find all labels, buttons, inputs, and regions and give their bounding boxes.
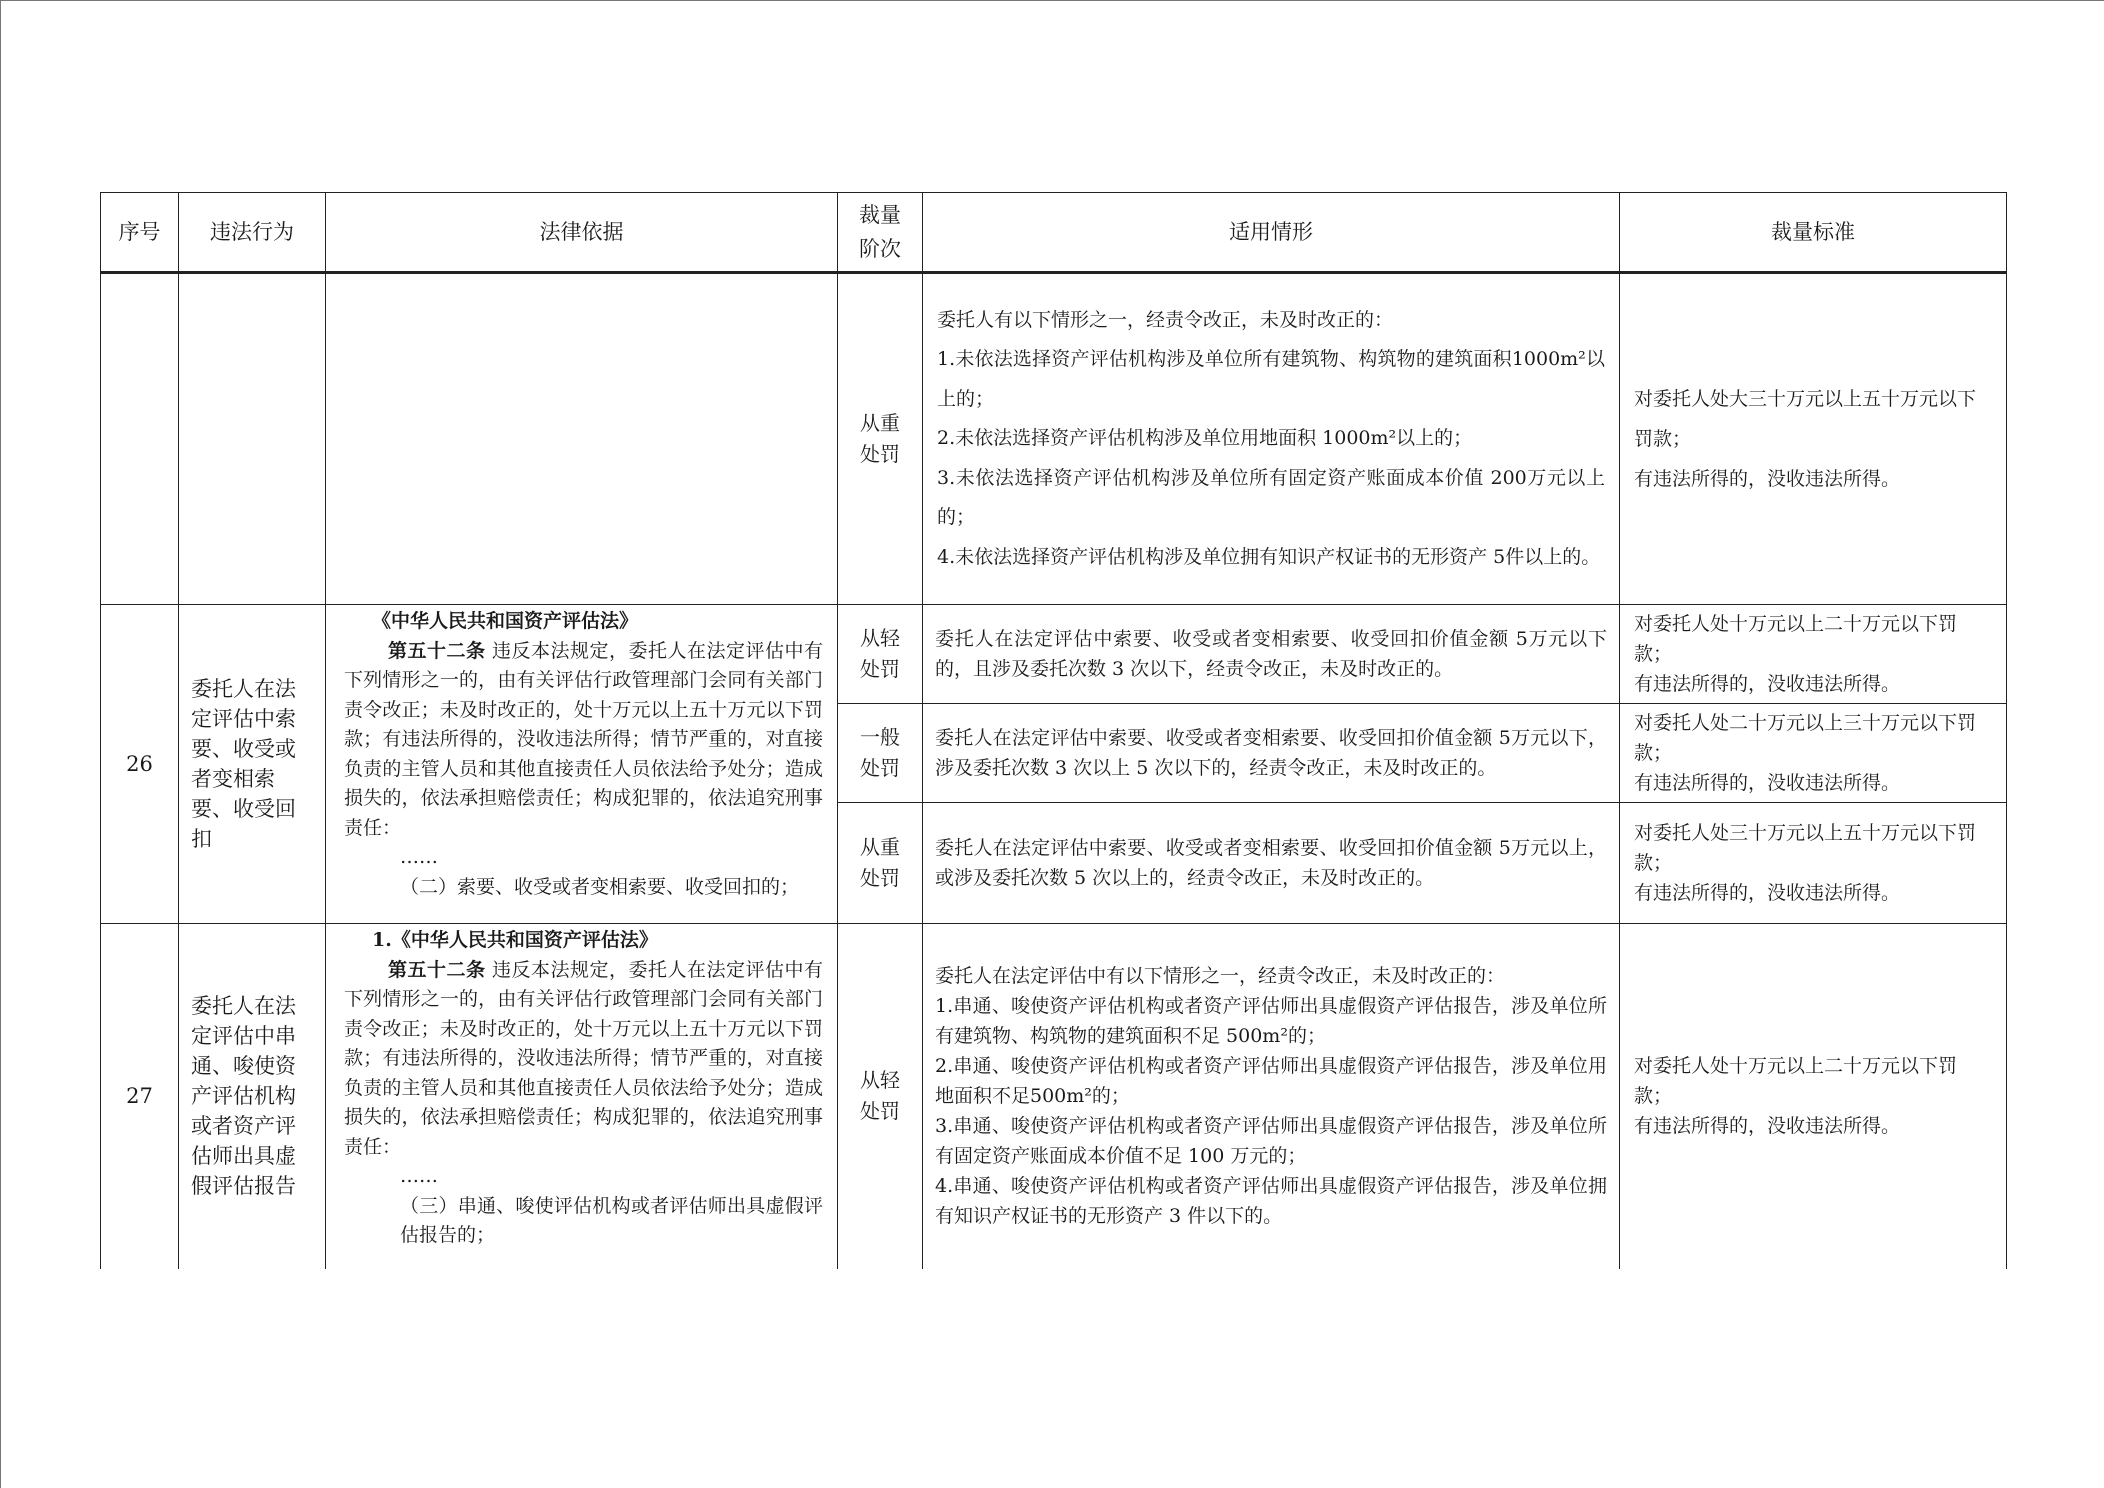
header-row [101,193,2007,273]
row26-ellipsis: …… [400,846,438,868]
table-header [101,193,2007,273]
row26-tier3-standard-line: 有违法所得的，没收违法所得。 [1634,882,1901,904]
cont-situation-line: 1.未依法选择资产评估机构涉及单位所有建筑物、构筑物的建筑面积1000m²以上的； [937,348,1605,410]
row26-tier3-standard [1620,803,2007,924]
row26-tier1-standard-line: 有违法所得的，没收违法所得。 [1634,673,1901,695]
page-edge-left [0,0,1,1488]
row26-tier2-level: 一般处罚 [860,725,900,780]
header-level-line2: 阶次 [859,237,901,261]
row27-situation-line: 2.串通、唆使资产评估机构或者资产评估师出具虚假资产评估报告，涉及单位用地面积不足500m²的； [935,1055,1607,1108]
header-basis: 法律依据 [326,193,838,273]
row27-level-cell [838,924,923,1269]
cont-situation-line: 委托人有以下情形之一，经责令改正，未及时改正的： [937,308,1394,331]
row26-tier2-standard [1620,704,2007,803]
row26-law-title: 《中华人民共和国资产评估法》 [372,610,639,632]
row26-article [344,637,823,844]
row27-no: 27 [101,924,179,1269]
row27-situation-line: 3.串通、唆使资产评估机构或者资产评估师出具虚假资产评估报告，涉及单位所有固定资产账面成本价值不足 100 万元的； [935,1115,1607,1168]
row26-act: 委托人在法定评估中索要、收受或者变相索要、收受回扣 [179,605,326,924]
row26-tier3-standard-line: 对委托人处三十万元以上五十万元以下罚款； [1634,822,1977,874]
cont-standard-cell [1620,273,2007,605]
table-body [101,273,2007,1269]
row27-article-body: 违反本法规定，委托人在法定评估中有下列情形之一的，由有关评估行政管理部门会同有关部门责令改正；未及时改正的，处十万元以上五十万元以下罚款；有违法所得的，没收违法所得；情节严重的，对直接负责的主管人员和其他直接责任人员依法给予处分；造成损失的，依法承担赔偿责任；构成犯罪的，依法追究刑事责任： [344,958,823,1158]
header-act: 违法行为 [179,193,326,273]
row27-situation [923,924,1620,1269]
header-level-line1: 裁量 [859,203,901,227]
row27-item: （三）串通、唆使评估机构或者评估师出具虚假评估报告的； [400,1194,823,1246]
row27-standard-line: 对委托人处十万元以上二十万元以下罚款； [1634,1055,1958,1108]
cont-level: 从重处罚 [860,411,900,466]
row27-law-title: 1.《中华人民共和国资产评估法》 [372,929,658,951]
row27-basis [326,924,838,1269]
cont-basis-cell [326,273,838,605]
row26-tier3-situation: 委托人在法定评估中索要、收受或者变相索要、收受回扣价值金额 5万元以上，或涉及委托次数 5 次以上的，经责令改正，未及时改正的。 [923,803,1620,924]
page-edge-top [0,0,2104,1]
row26-tier1-standard-line: 对委托人处十万元以上二十万元以下罚款； [1634,613,1958,665]
row26-article-body: 违反本法规定，委托人在法定评估中有下列情形之一的，由有关评估行政管理部门会同有关部门责令改正；未及时改正的，处十万元以上五十万元以下罚款；有违法所得的，没收违法所得；情节严重的，对直接负责的主管人员和其他直接责任人员依法给予处分；造成损失的，依法承担赔偿责任；构成犯罪的，依法追究刑事责任： [344,639,823,839]
row26-tier2-level-cell [838,704,923,803]
table-row-27 [101,924,2007,1269]
cont-act-cell [179,273,326,605]
header-no: 序号 [101,193,179,273]
row26-tier3-level-cell [838,803,923,924]
row27-standard [1620,924,2007,1269]
row26-tier1-standard [1620,605,2007,704]
row26-item: （二）索要、收受或者变相索要、收受回扣的； [400,875,800,898]
row26-tier1-level: 从轻处罚 [860,626,900,681]
header-standard: 裁量标准 [1620,193,2007,273]
row27-ellipsis: …… [400,1165,438,1187]
row27-level: 从轻处罚 [860,1068,900,1124]
row27-act: 委托人在法定评估中串通、唆使资产评估机构或者资产评估师出具虚假评估报告 [179,924,326,1269]
row27-article-no: 第五十二条 [388,958,486,981]
row26-tier2-situation: 委托人在法定评估中索要、收受或者变相索要、收受回扣价值金额 5万元以下，涉及委托次数 3 次以上 5 次以下的，经责令改正，未及时改正的。 [923,704,1620,803]
row27-situation-line: 1.串通、唆使资产评估机构或者资产评估师出具虚假资产评估报告，涉及单位所有建筑物、构筑物的建筑面积不足 500m²的； [935,995,1607,1048]
cont-situation-line: 4.未依法选择资产评估机构涉及单位拥有知识产权证书的无形资产 5件以上的。 [937,545,1601,568]
table-row-26-tier-1 [101,605,2007,704]
header-level [838,193,923,273]
cont-standard-line: 对委托人处大三十万元以上五十万元以下罚款； [1634,388,1977,450]
cont-situation-cell [923,273,1620,605]
row26-tier2-standard-line: 对委托人处二十万元以上三十万元以下罚款； [1634,712,1977,764]
row26-tier1-level-cell [838,605,923,704]
penalty-discretion-table [100,192,2007,1269]
cont-level-cell [838,273,923,605]
cont-standard-line: 有违法所得的，没收违法所得。 [1634,468,1901,490]
row26-tier1-situation: 委托人在法定评估中索要、收受或者变相索要、收受回扣价值金额 5万元以下的，且涉及委托次数 3 次以下，经责令改正，未及时改正的。 [923,605,1620,704]
table-row-continued [101,273,2007,605]
cont-situation-line: 2.未依法选择资产评估机构涉及单位用地面积 1000m²以上的； [937,427,1473,450]
cont-no-cell [101,273,179,605]
row26-no: 26 [101,605,179,924]
row27-article [344,956,823,1163]
cont-situation-line: 3.未依法选择资产评估机构涉及单位所有固定资产账面成本价值 200万元以上的； [937,466,1605,529]
row26-tier2-standard-line: 有违法所得的，没收违法所得。 [1634,772,1901,794]
row26-tier3-level: 从重处罚 [860,835,900,890]
row26-basis [326,605,838,924]
header-situation: 适用情形 [923,193,1620,273]
row27-standard-line: 有违法所得的，没收违法所得。 [1634,1115,1901,1138]
row27-situation-line: 委托人在法定评估中有以下情形之一，经责令改正，未及时改正的： [935,965,1506,988]
row26-article-no: 第五十二条 [388,639,486,662]
row27-situation-line: 4.串通、唆使资产评估机构或者资产评估师出具虚假资产评估报告，涉及单位拥有知识产权证书的无形资产 3 件以下的。 [935,1175,1607,1228]
